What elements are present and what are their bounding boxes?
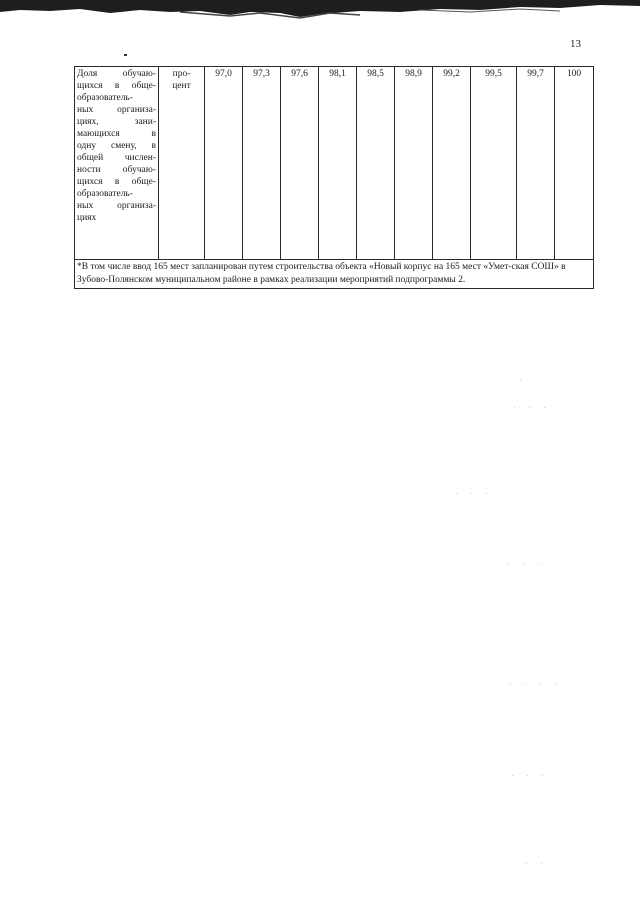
indicator-name-cell [75,67,159,260]
scan-noise: . . . [512,772,550,778]
unit-line: цент [172,81,191,91]
value-cell: 99,7 [517,67,555,260]
indicator-line: циях [77,213,97,223]
indicator-line: щихся в обще- [77,177,156,187]
value-cell: 97,6 [281,67,319,260]
indicator-line: образователь- [77,93,133,103]
scan-edge-artifact [0,0,640,22]
value-cell: 97,0 [205,67,243,260]
indicator-line: мающихся в [77,129,156,139]
value-cell: 98,1 [319,67,357,260]
value-cell: 100 [555,67,594,260]
indicator-line: общей числен- [77,153,156,163]
footnote: *В том числе ввод 165 мест запланирован путем строительства объекта «Новый корпус на 165 мест «Умет-ская СОШ» в Зубово-Полянском муниципальном районе в рамках реализации мероприятий подпрограммы 2. [75,260,594,289]
indicator-line: одну смену, в [77,141,156,151]
indicator-line: ности обучаю- [77,165,156,175]
table-row [75,260,594,289]
scan-noise: . . . [508,560,546,566]
unit-cell [159,67,205,260]
scan-noise: . . . [456,490,494,496]
value-cell: 99,5 [471,67,517,260]
indicator-line: ных организа- [77,201,156,211]
page-number: 13 [570,38,581,50]
table-row [75,67,594,260]
scan-noise: . . . . [510,680,563,686]
scan-noise: . [520,376,528,382]
value-cell: 98,5 [357,67,395,260]
indicator-line: Доля обучаю- [77,69,156,79]
value-cell: 97,3 [243,67,281,260]
indicator-line: ных организа- [77,105,156,115]
scan-noise: . . [526,860,549,866]
value-cell: 99,2 [433,67,471,260]
indicator-line: образователь- [77,189,133,199]
value-cell: 98,9 [395,67,433,260]
indicator-line: циях, зани- [77,117,156,127]
indicator-table [74,66,594,289]
scan-noise: . . . [514,404,552,410]
unit-line: про- [172,69,191,79]
indicator-line: щихся в обще- [77,81,156,91]
scan-speck [124,54,127,56]
